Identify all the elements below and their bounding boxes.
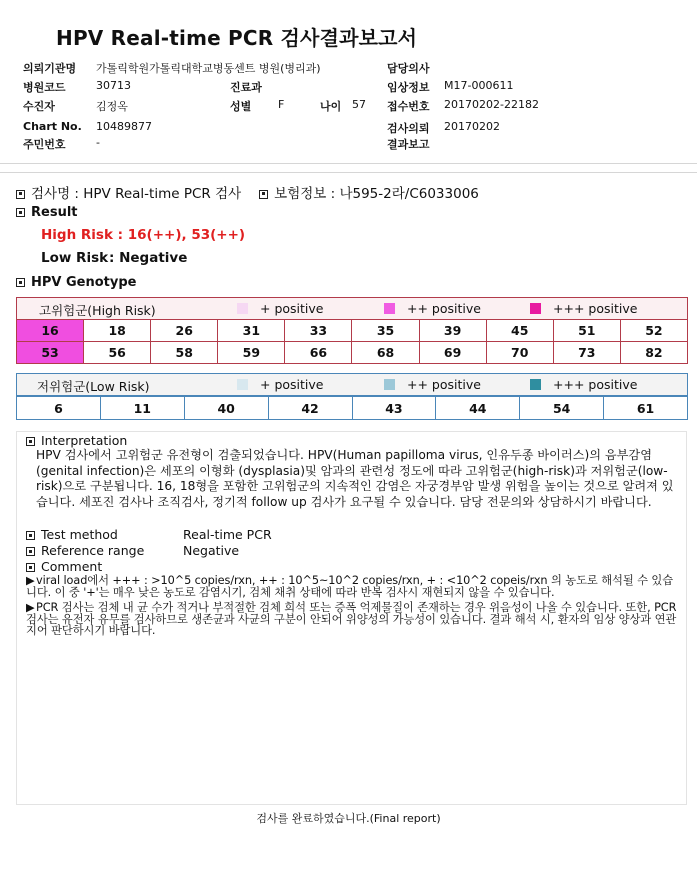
genotype-cell: 35 (352, 320, 419, 342)
examinee-label: 수진자 (23, 100, 55, 113)
high-risk-genotype-table (16, 319, 688, 364)
comment-heading: Comment (26, 559, 102, 574)
doctor-label: 담당의사 (387, 62, 430, 75)
genotype-cell: 16 (17, 320, 84, 342)
legend-swatch (530, 303, 541, 314)
divider (0, 172, 697, 173)
request-date-label: 검사의뢰 (387, 122, 430, 135)
low-risk-key: Low Risk (41, 250, 109, 266)
test-method-label: Test method (41, 527, 118, 542)
genotype-cell: 59 (218, 342, 285, 364)
low-risk-value: : Negative (109, 250, 188, 266)
genotype-cell: 39 (419, 320, 486, 342)
genotype-cell: 11 (100, 397, 184, 420)
genotype-cell: 82 (620, 342, 687, 364)
reference-range-row (26, 543, 240, 558)
legend-plus: + positive (237, 377, 323, 392)
age-label: 나이 (320, 100, 342, 113)
genotype-cell: 69 (419, 342, 486, 364)
test-method-value: Real-time PCR (183, 527, 272, 542)
genotype-cell: 73 (553, 342, 620, 364)
department-label: 진료과 (230, 81, 262, 94)
legend-swatch (237, 303, 248, 314)
low-risk-genotype-table (16, 396, 688, 420)
table-row (17, 397, 688, 420)
legend-plus-plus-plus: +++ positive (530, 377, 637, 392)
clinical-info-value: M17-000611 (444, 79, 514, 92)
bullet-square-icon (259, 190, 268, 199)
high-risk-group-header (16, 297, 688, 320)
genotype-heading: HPV Genotype (16, 275, 136, 290)
bullet-square-icon (26, 531, 35, 540)
sex-value: F (278, 98, 285, 111)
bullet-square-icon (26, 563, 35, 572)
institution-value: 가톨릭학원가톨릭대학교병동센트 병원(병리과) (96, 62, 321, 75)
id-value: - (96, 136, 100, 149)
comment-item: ▶PCR 검사는 검체 내 균 수가 적거나 부적절한 검체 희석 또는 증폭 억제물질이 존재하는 경우 위음성이 나올 수 있습니다. 또한, PCR 검사는 유전자 유무를 검사하므로 생존균과 사균의 구분이 안되어 위양성의 가능성이 있습니다. 결과 해석 시, 환자의 임상 양상과 연관지어 판단하시기 바랍니다. (26, 601, 677, 637)
table-row (17, 342, 688, 364)
hospital-code-value: 30713 (96, 79, 131, 92)
test-method-row (26, 527, 272, 542)
genotype-cell: 31 (218, 320, 285, 342)
legend-plus-plus: ++ positive (384, 377, 481, 392)
exam-name: 검사명 : HPV Real-time PCR 검사 (31, 186, 242, 202)
report-title: HPV Real-time PCR 검사결과보고서 (56, 26, 418, 50)
low-risk-group-label: 저위험군(Low Risk) (37, 379, 150, 394)
genotype-cell: 52 (620, 320, 687, 342)
bullet-square-icon (26, 437, 35, 446)
genotype-cell: 42 (268, 397, 352, 420)
result-heading: Result (16, 205, 78, 220)
genotype-cell: 70 (486, 342, 553, 364)
patient-header (0, 58, 697, 158)
genotype-cell: 18 (84, 320, 151, 342)
high-risk-group-label: 고위험군(High Risk) (39, 303, 156, 318)
examinee-value: 김정옥 (96, 100, 128, 113)
genotype-cell: 43 (352, 397, 436, 420)
low-risk-group-header (16, 373, 688, 396)
report-label: 결과보고 (387, 138, 430, 151)
exam-info (16, 182, 479, 202)
legend-plus: + positive (237, 301, 323, 316)
genotype-cell: 26 (151, 320, 218, 342)
bullet-square-icon (16, 208, 25, 217)
genotype-cell: 51 (553, 320, 620, 342)
arrow-bullet-icon: ▶ (26, 601, 35, 614)
bullet-square-icon (16, 278, 25, 287)
bullet-square-icon (16, 190, 25, 199)
genotype-cell: 45 (486, 320, 553, 342)
age-value: 57 (352, 98, 366, 111)
sex-label: 성별 (230, 100, 252, 113)
genotype-cell: 58 (151, 342, 218, 364)
bullet-square-icon (26, 547, 35, 556)
genotype-cell: 68 (352, 342, 419, 364)
genotype-cell: 6 (17, 397, 101, 420)
legend-swatch (237, 379, 248, 390)
reference-range-label: Reference range (41, 543, 145, 558)
legend-plus-plus-plus: +++ positive (530, 301, 637, 316)
receipt-no-value: 20170202-22182 (444, 98, 539, 111)
table-row (17, 320, 688, 342)
genotype-cell: 33 (285, 320, 352, 342)
request-date-value: 20170202 (444, 120, 500, 133)
legend-swatch (384, 379, 395, 390)
receipt-no-label: 접수번호 (387, 100, 430, 113)
genotype-cell: 54 (520, 397, 604, 420)
legend-swatch (384, 303, 395, 314)
genotype-cell: 40 (184, 397, 268, 420)
interpretation-text: HPV 검사에서 고위험군 유전형이 검출되었습니다. HPV(Human papilloma virus, 인유두종 바이러스)의 음부감염(genital infection)은 세포의 이형화 (dysplasia)및 암과의 관련성 정도에 따라 고위험군(high-risk)과 저위험군(low-risk)으로 구분됩니다. 16, 18형을 포함한 고위험군의 지속적인 감염은 자궁경부암 발생 위험을 높이는 것으로 알려져 있습니다. 세포진 검사나 조직검사, 정기적 follow up 검사가 요구될 수 있습니다. 담당 전문의와 상담하시기 바랍니다. (36, 448, 674, 509)
insurance-info: 보험정보 : 나595-2라/C6033006 (274, 186, 479, 202)
divider (0, 163, 697, 164)
final-report-note: 검사를 완료하였습니다.(Final report) (256, 812, 441, 825)
id-label: 주민번호 (23, 138, 66, 151)
legend-swatch (530, 379, 541, 390)
arrow-bullet-icon: ▶ (26, 574, 35, 587)
institution-label: 의뢰기관명 (23, 62, 77, 75)
genotype-cell: 61 (604, 397, 688, 420)
hospital-code-label: 병원코드 (23, 81, 66, 94)
comment-item: ▶viral load에서 +++ : >10^5 copies/rxn, ++ : 10^5~10^2 copies/rxn, + : <10^2 copeis/rxn 의 농도로 해석될 수 있습니다. 이 중 '+'는 매우 낮은 농도로 감염시기, 검체 채취 상태에 따라 반복 검사시 재현되지 않을 수 있습니다. (26, 574, 674, 599)
genotype-cell: 56 (84, 342, 151, 364)
clinical-info-label: 임상정보 (387, 81, 430, 94)
legend-plus-plus: ++ positive (384, 301, 481, 316)
low-risk-result (41, 250, 187, 266)
genotype-cell: 44 (436, 397, 520, 420)
chart-label: Chart No. (23, 120, 82, 133)
genotype-cell: 66 (285, 342, 352, 364)
genotype-cell: 53 (17, 342, 84, 364)
high-risk-result: High Risk : 16(++), 53(++) (41, 227, 246, 243)
reference-range-value: Negative (183, 543, 240, 558)
interpretation-heading: Interpretation (26, 433, 127, 448)
chart-value: 10489877 (96, 120, 152, 133)
